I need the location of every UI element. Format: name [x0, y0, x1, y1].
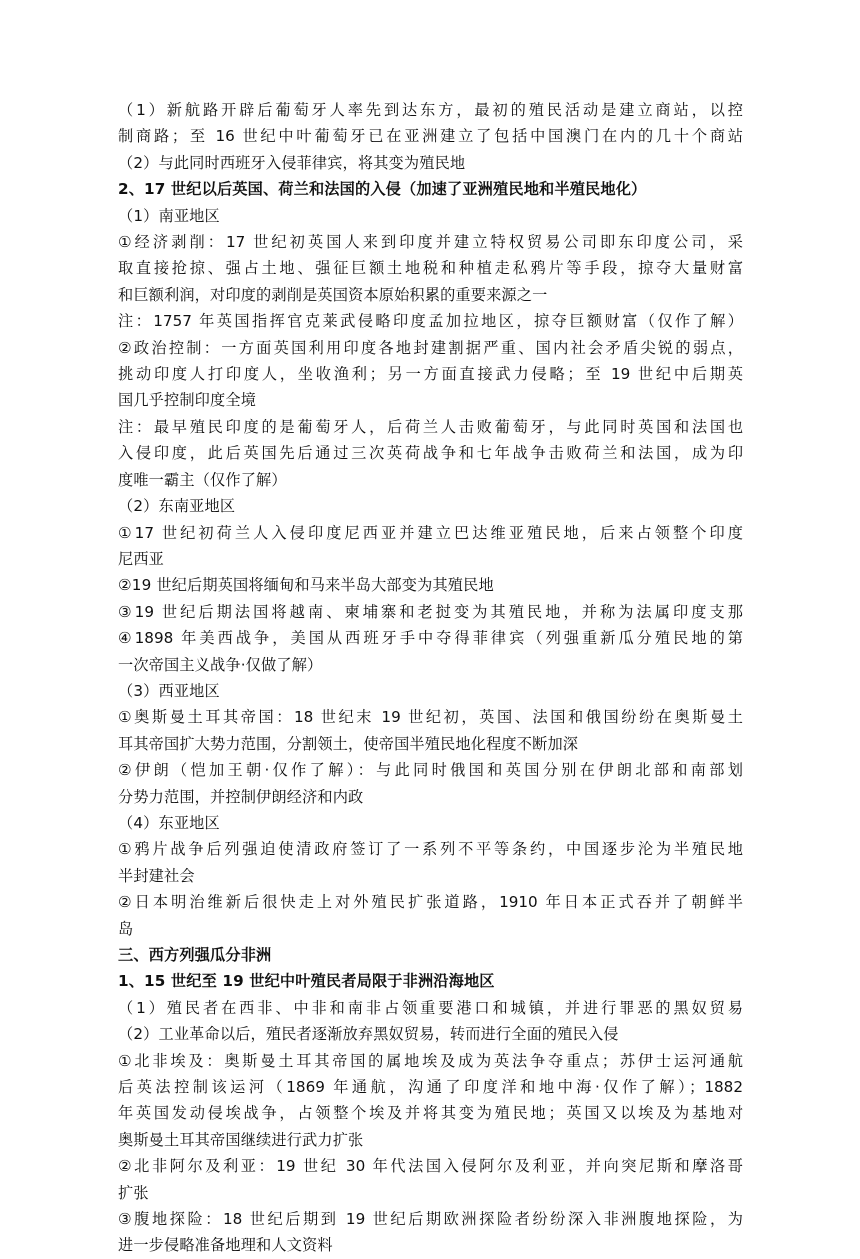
text-line: ③19 世纪后期法国将越南、柬埔寨和老挝变为其殖民地，并称为法属印度支那 [118, 602, 743, 621]
text-line: 国几乎控制印度全境 [118, 391, 257, 410]
text-line: 后英法控制该运河（1869 年通航，沟通了印度洋和地中海·仅作了解）；1882 [118, 1078, 743, 1097]
section-heading: 三、西方列强瓜分非洲 [118, 946, 272, 964]
text-line: 一次帝国主义战争·仅做了解） [118, 655, 323, 674]
text-line: （2）工业革命以后，殖民者逐渐放弃黑奴贸易，转而进行全面的殖民入侵 [118, 1025, 619, 1044]
text-line: 扩张 [118, 1183, 149, 1202]
text-line: （2）与此同时西班牙入侵菲律宾，将其变为殖民地 [118, 153, 466, 172]
text-line: 注：1757 年英国指挥官克莱武侵略印度孟加拉地区，掠夺巨额财富（仅作了解） [118, 312, 743, 331]
text-line: 岛 [118, 919, 134, 938]
text-line: 分势力范围，并控制伊朗经济和内政 [118, 787, 364, 806]
document-page [118, 97, 743, 1259]
text-line: （1）南亚地区 [118, 206, 220, 225]
text-line: ④1898 年美西战争，美国从西班牙手中夺得菲律宾（列强重新瓜分殖民地的第 [118, 629, 743, 648]
text-line: 取直接抢掠、强占土地、强征巨额土地税和种植走私鸦片等手段，掠夺大量财富 [118, 259, 743, 278]
text-line: （2）东南亚地区 [118, 497, 236, 516]
text-line: 度唯一霸主（仅作了解） [118, 470, 287, 489]
text-line: （1）新航路开辟后葡萄牙人率先到达东方，最初的殖民活动是建立商站，以控 [118, 101, 743, 119]
text-line: ①17 世纪初荷兰人入侵印度尼西亚并建立巴达维亚殖民地，后来占领整个印度 [118, 523, 743, 542]
text-line: 年英国发动侵埃战争，占领整个埃及并将其变为殖民地；英国又以埃及为基地对 [118, 1104, 743, 1123]
text-line: 奥斯曼土耳其帝国继续进行武力扩张 [118, 1130, 364, 1149]
text-line: 制商路；至 16 世纪中叶葡萄牙已在亚洲建立了包括中国澳门在内的几十个商站 [118, 127, 743, 146]
text-line: ③腹地探险：18 世纪后期到 19 世纪后期欧洲探险者纷纷深入非洲腹地探险，为 [118, 1210, 743, 1229]
text-line: ②政治控制：一方面英国利用印度各地封建割据严重、国内社会矛盾尖锐的弱点， [118, 338, 743, 357]
text-line: 尼西亚 [118, 549, 165, 568]
text-line: ①鸦片战争后列强迫使清政府签订了一系列不平等条约，中国逐步沦为半殖民地 [118, 840, 743, 859]
text-line: 注：最早殖民印度的是葡萄牙人，后荷兰人击败葡萄牙，与此同时英国和法国也 [118, 417, 743, 436]
text-line: ②北非阿尔及利亚：19 世纪 30 年代法国入侵阿尔及利亚，并向突尼斯和摩洛哥 [118, 1157, 743, 1176]
section-heading: 1、15 世纪至 19 世纪中叶殖民者局限于非洲沿海地区 [118, 972, 495, 991]
text-line: 耳其帝国扩大势力范围，分割领土，使帝国半殖民地化程度不断加深 [118, 734, 579, 753]
text-line: ②日本明治维新后很快走上对外殖民扩张道路，1910 年日本正式吞并了朝鲜半 [118, 893, 743, 912]
text-line: ①经济剥削：17 世纪初英国人来到印度并建立特权贸易公司即东印度公司，采 [118, 233, 743, 252]
text-line: ②19 世纪后期英国将缅甸和马来半岛大部变为其殖民地 [118, 576, 494, 595]
text-line: ②伊朗（恺加王朝·仅作了解）：与此同时俄国和英国分别在伊朗北部和南部划 [118, 761, 743, 780]
text-line: （1）殖民者在西非、中非和南非占领重要港口和城镇，并进行罪恶的黑奴贸易 [118, 998, 743, 1017]
section-heading: 2、17 世纪以后英国、荷兰和法国的入侵（加速了亚洲殖民地和半殖民地化） [118, 180, 647, 199]
text-line: ①北非埃及：奥斯曼土耳其帝国的属地埃及成为英法争夺重点；苏伊士运河通航 [118, 1051, 743, 1070]
text-line: 和巨额利润，对印度的剥削是英国资本原始积累的重要来源之一 [118, 285, 548, 304]
text-line: 进一步侵略准备地理和人文资料 [118, 1236, 333, 1255]
text-line: （4）东亚地区 [118, 813, 220, 832]
text-line: 半封建社会 [118, 866, 195, 885]
text-line: ①奥斯曼土耳其帝国：18 世纪末 19 世纪初，英国、法国和俄国纷纷在奥斯曼土 [118, 708, 743, 727]
text-line: 挑动印度人打印度人，坐收渔利；另一方面直接武力侵略；至 19 世纪中后期英 [118, 365, 743, 384]
text-line: （3）西亚地区 [118, 681, 220, 700]
text-line: 入侵印度，此后英国先后通过三次英荷战争和七年战争击败荷兰和法国，成为印 [118, 444, 743, 463]
